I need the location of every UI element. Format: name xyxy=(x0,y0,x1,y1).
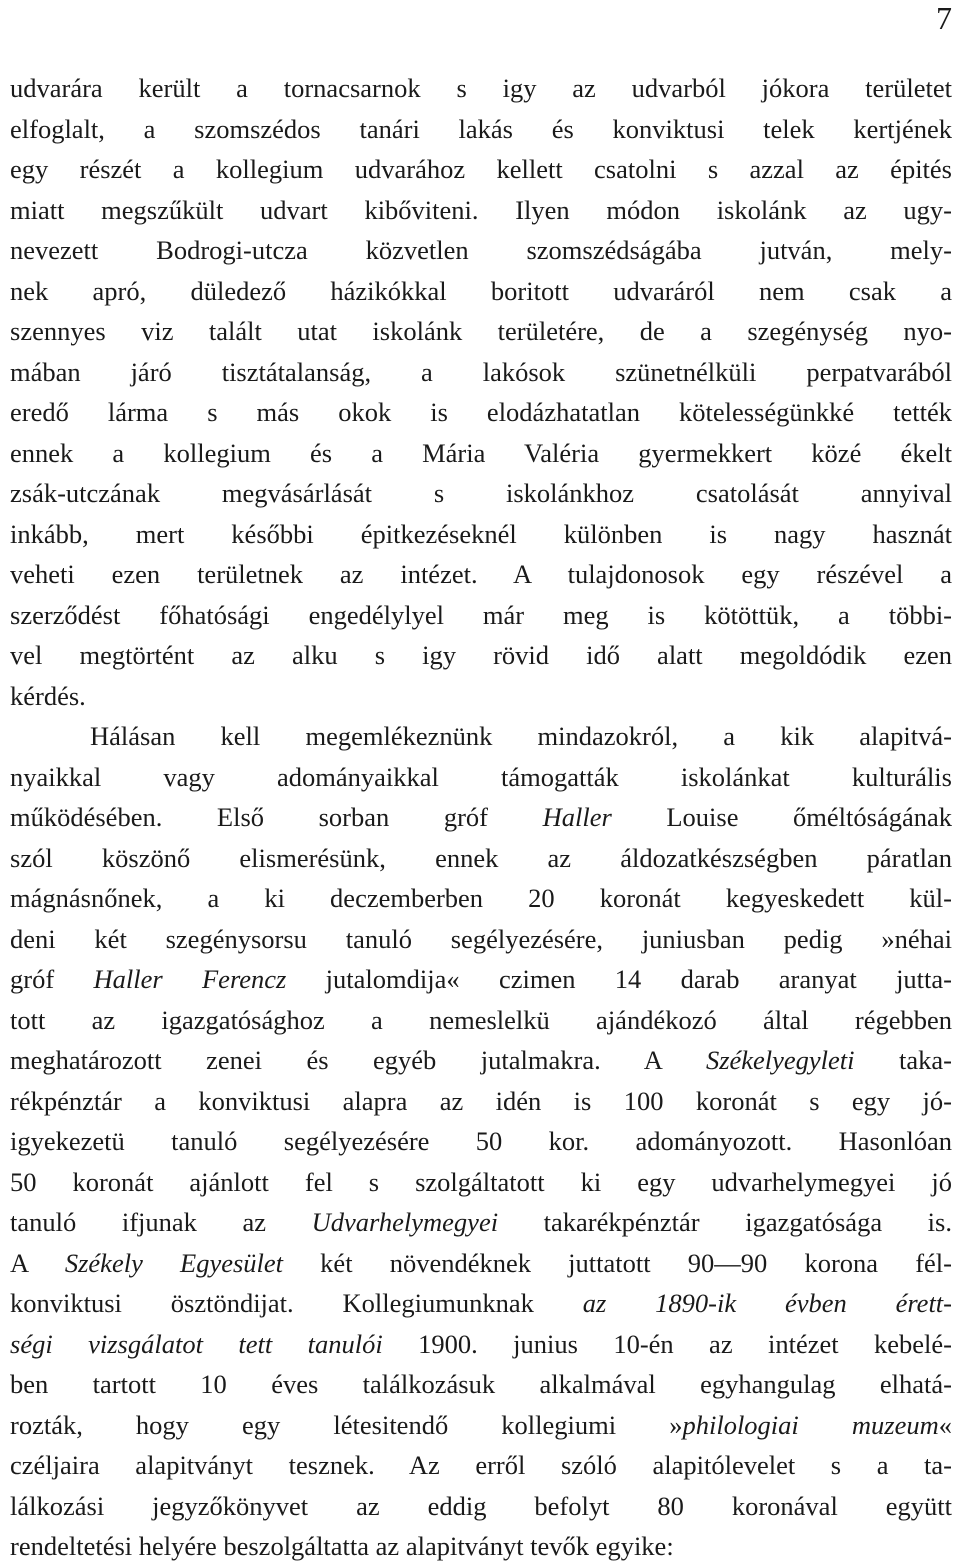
text-line: 50 koronát ajánlott fel s szolgáltatott ki egy udvarhelymegyei jó xyxy=(10,1166,952,1197)
italic-text: Haller xyxy=(542,802,612,832)
text-line: rozták, hogy egy létesitendő kollegiumi »philologiai muzeum« xyxy=(10,1409,952,1440)
italic-text: Székely Egyesület xyxy=(64,1247,284,1278)
text-line: gróf Haller Ferencz jutalomdija« czimen 14 darab aranyat jutta- xyxy=(10,964,952,994)
text-line: tott az igazgatósághoz a nemeslelkü ajándékozó által régebben xyxy=(10,1004,952,1035)
text-line: zsák-utczának megvásárlását s iskolánkhoz csatolását annyival xyxy=(10,478,952,508)
text-line: eredő lárma s más okok is elodázhatatlan kötelességünkké tették xyxy=(10,397,952,427)
text-line: ben tartott 10 éves találkozásuk alkalmával egyhangulag elhatá- xyxy=(10,1369,952,1399)
text-line: mában járó tisztátalanság, a lakósok szünetnélküli perpatvarából xyxy=(10,356,952,387)
text-line: nevezett Bodrogi-utcza közvetlen szomszédságába jutván, mely- xyxy=(10,235,952,265)
text-line: mágnásnőnek, a ki deczemberben 20 koronát kegyeskedett kül- xyxy=(10,883,952,913)
text-line: inkább, mert későbbi épitkezéseknél különben is nagy hasznát xyxy=(10,518,952,549)
text-line: rékpénztár a konviktusi alapra az idén is 100 koronát s egy jó- xyxy=(10,1085,952,1116)
text-line: tanuló ifjunak az Udvarhelymegyei takarékpénztár igazgatósága is. xyxy=(10,1207,952,1237)
text-line: A Székely Egyesület két növendéknek juttatott 90—90 korona fél- xyxy=(10,1247,952,1278)
text-line: nek apró, düledező házikókkal boritott udvaráról nem csak a xyxy=(10,275,952,306)
text-line: miatt megszűkült udvart kibőviteni. Ilyen módon iskolánk az ugy- xyxy=(10,194,952,225)
text-line: udvarára került a tornacsarnok s igy az udvarból jókora területet xyxy=(10,73,952,103)
text-line: deni két szegénysorsu tanuló segélyezésére, juniusban pedig »néhai xyxy=(10,923,952,954)
paragraph-donations xyxy=(10,716,952,1567)
text-line: igyekezetü tanuló segélyezésére 50 kor. adományozott. Hasonlóan xyxy=(10,1126,952,1156)
paragraph-tower-hall xyxy=(10,68,952,716)
italic-text: ségi vizsgálatot tett tanulói xyxy=(10,1328,383,1359)
text-line: czéljaira alapitványt tesznek. Az erről szóló alapitólevelet s a ta- xyxy=(10,1450,952,1480)
text-line: szól köszönő elismerésünk, ennek az áldozatkészségben páratlan xyxy=(10,842,952,873)
text-line: szennyes viz talált utat iskolánk területére, de a szegénység nyo- xyxy=(10,316,952,346)
text-line: ségi vizsgálatot tett tanulói 1900. junius 10-én az intézet kebelé- xyxy=(10,1328,952,1359)
text-line: nyaikkal vagy adományaikkal támogatták iskolánkat kulturális xyxy=(10,761,952,792)
italic-text: Haller Ferencz xyxy=(93,964,287,994)
text-body xyxy=(10,68,952,1567)
text-line: konviktusi ösztöndijat. Kollegiumunknak az 1890-ik évben érett- xyxy=(10,1288,952,1318)
text-line: szerződést főhatósági engedélylyel már meg is kötöttük, a többi- xyxy=(10,599,952,630)
text-line: veheti ezen területnek az intézet. A tulajdonosok egy részével a xyxy=(10,559,952,589)
text-line: lálkozási jegyzőkönyvet az eddig befolyt 80 koronával együtt xyxy=(10,1490,952,1521)
text-line: vel megtörtént az alku s igy rövid idő alatt megoldódik ezen xyxy=(10,640,952,670)
text-line: meghatározott zenei és egyéb jutalmakra. A Székelyegyleti taka- xyxy=(10,1045,952,1075)
text-line: kérdés. xyxy=(10,680,86,711)
italic-text: philologiai muzeum xyxy=(682,1409,939,1440)
page-number: 7 xyxy=(936,0,952,36)
text-line: működésében. Első sorban gróf Haller Louise őméltóságának xyxy=(10,802,952,832)
text-line: rendeltetési helyére beszolgáltatta az alapitványt tevők egyike: xyxy=(10,1531,674,1561)
italic-text: Székelyegyleti xyxy=(705,1045,855,1075)
italic-text: Udvarhelymegyei xyxy=(311,1207,499,1237)
text-line: ennek a kollegium és a Mária Valéria gyermekkert közé ékelt xyxy=(10,437,952,468)
text-line: elfoglalt, a szomszédos tanári lakás és konviktusi telek kertjének xyxy=(10,113,952,144)
italic-text: az 1890-ik évben érett- xyxy=(582,1288,952,1318)
text-line: egy részét a kollegium udvarához kellett csatolni s azzal az épités xyxy=(10,154,952,184)
text-line: Hálásan kell megemlékeznünk mindazokról, a kik alapitvá- xyxy=(90,721,952,751)
